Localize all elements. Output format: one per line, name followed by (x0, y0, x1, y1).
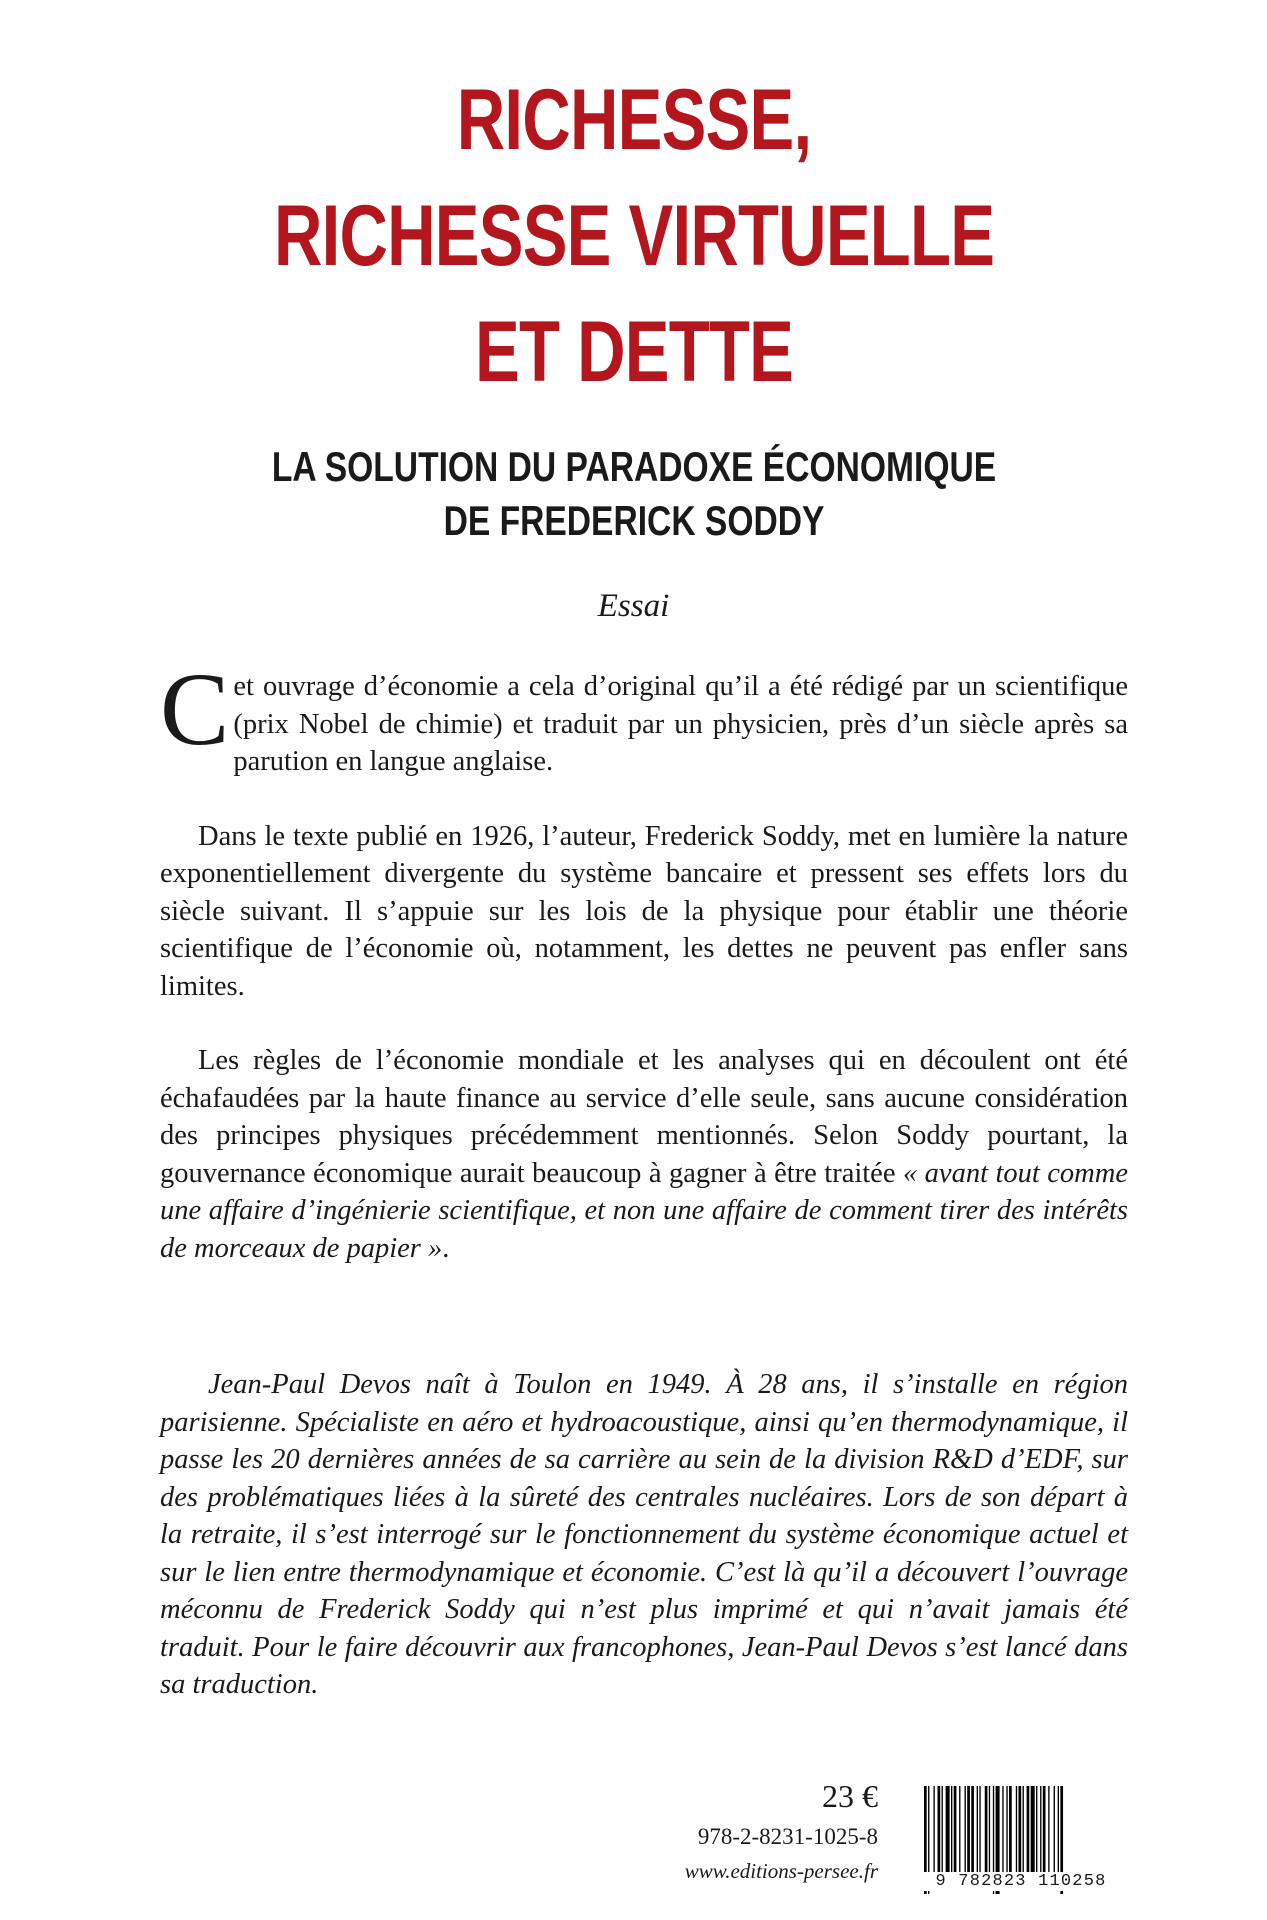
blurb-paragraph-3-text: Les règles de l’économie mondiale et les analyses qui en découlent ont été échafaudées par la haute finance au service d’elle seule, sans aucune considération des principes physiques précédemment mentionnés. Selon Soddy pourtant, la gouvernance économique aurait beaucoup à gagner à être traitée (160, 1045, 1128, 1189)
genre-label: Essai (597, 588, 670, 624)
subtitle-line-1: LA SOLUTION DU PARADOXE ÉCONOMIQUE (271, 443, 997, 490)
price: 23 € (822, 1778, 878, 1814)
blurb-paragraph-1 (160, 652, 1128, 781)
title-line-3: ET DETTE (475, 304, 794, 400)
isbn: 978-2-8231-1025-8 (697, 1824, 878, 1849)
title-line-2: RICHESSE VIRTUELLE (273, 188, 995, 284)
barcode-digits: 9 782823 110258 (918, 1872, 1124, 1891)
soddy-quote: « avant tout comme une affaire d’ingénierie scientifique, et non une affaire de comment tirer des intérêts de morceaux de papier » (160, 1157, 1128, 1264)
blurb-paragraph-3-end: . (442, 1232, 450, 1264)
book-title (140, 62, 1128, 410)
title-line-1: RICHESSE, (456, 72, 812, 168)
publisher-website: www.editions-persee.fr (684, 1859, 878, 1883)
blurb-paragraph-2: Dans le texte publié en 1926, l’auteur, Frederick Soddy, met en lumière la nature exponentiellement divergente du système bancaire et pressent ses effets lors du siècle suivant. Il s’appuie sur les lois de la physique pour établir une théorie scientifique de l’économie où, notamment, les dettes ne peuvent pas enfler sans limites. (160, 820, 1128, 1002)
blurb-paragraph-3 (160, 1042, 1128, 1267)
blurb-paragraph-1-text: et ouvrage d’économie a cela d’original qu’il a été rédigé par un scientifique (prix Nobel de chimie) et traduit par un physicien, près d’un siècle après sa parution en langue anglaise. (233, 671, 1128, 777)
subtitle-line-2: DE FREDERICK SODDY (443, 497, 825, 544)
book-subtitle (127, 440, 1141, 548)
author-bio: Jean-Paul Devos naît à Toulon en 1949. À 28 ans, il s’installe en région parisienne. Spécialiste en aéro et hydroacoustique, ainsi qu’en thermodynamique, il passe les 20 dernières années de sa carrière au sein de la division R&D d’EDF, sur des problématiques liées à la sûreté des centrales nucléaires. Lors de son départ à la retraite, il s’est interrogé sur le fonctionnement du système économique actuel et sur le lien entre thermodynamique et économie. C’est là qu’il a découvert l’ouvrage méconnu de Frederick Soddy qui n’est plus imprimé et qui n’avait jamais été traduit. Pour le faire découvrir aux francophones, Jean-Paul Devos s’est lancé dans sa traduction. (160, 1369, 1128, 1700)
drop-cap: C (160, 652, 230, 767)
blurb (160, 652, 1128, 1304)
